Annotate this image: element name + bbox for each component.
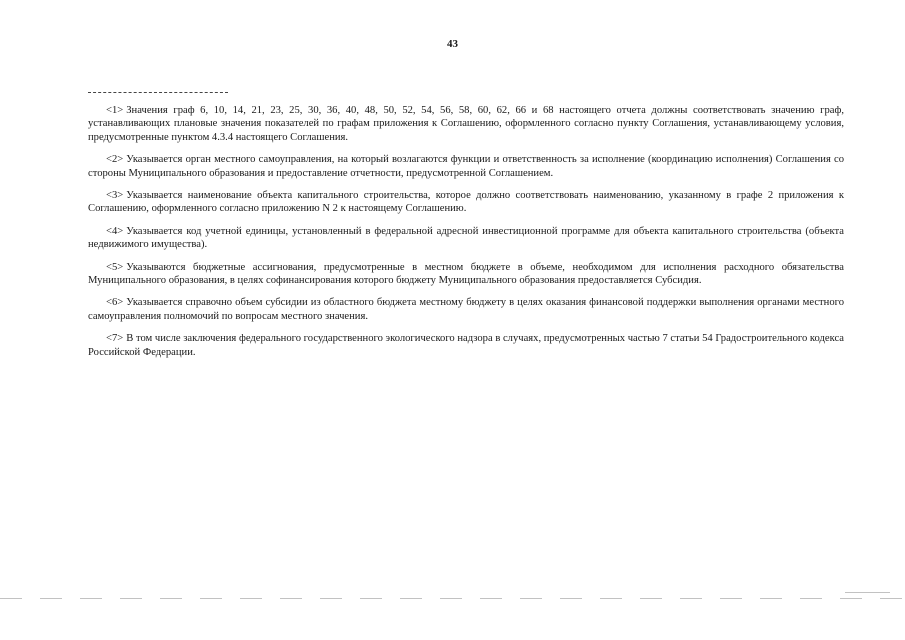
footnote-5 — [88, 261, 844, 288]
footnote-4 — [88, 225, 844, 252]
footnote-marker: <1> — [106, 105, 124, 116]
footnote-7 — [88, 332, 844, 359]
footnote-marker: <6> — [106, 297, 124, 309]
footnote-marker: <7> — [106, 333, 124, 345]
footnote-text: Указывается орган местного самоуправления, на который возлагаются функции и ответственность за исполнение (координацию исполнения) Соглашения со стороны Муниципального образования и предоставление отчетности, предусмотренной Соглашением. — [88, 154, 844, 179]
page-number: 43 — [447, 38, 458, 50]
footnote-text: Указывается наименование объекта капитального строительства, которое должно соответствовать наименованию, указанному в графе 2 приложения к Соглашению, оформленного согласно приложению N 2 к настоящему Соглашению. — [88, 190, 844, 215]
footnote-3 — [88, 189, 844, 216]
footnote-marker: <2> — [106, 154, 124, 166]
footnote-marker: <4> — [106, 225, 124, 237]
footnote-marker: <3> — [106, 190, 124, 202]
footnote-text: Указываются бюджетные ассигнования, предусмотренные в местном бюджете в объеме, необходимом для исполнения расходного обязательства Муниципального образования, в целях софинансирования которого бюджету Муниципального образования предоставляется Субсидия. — [88, 261, 844, 287]
footnote-text: Значения граф 6, 10, 14, 21, 23, 25, 30, 36, 40, 48, 50, 52, 54, 56, 58, 60, 62, 66 и 68 настоящего отчета должны соответствовать значению граф, устанавливающих плановые значения показателей по графам приложения к Соглашению, оформленного согласно пункту Соглашения, устанавливающему условия, предусмотренные пунктом 4.3.4 настоящего Соглашения. — [88, 105, 844, 143]
scan-artifact-line — [0, 598, 905, 599]
footnote-text: В том числе заключения федерального государственного экологического надзора в случаях, предусмотренных частью 7 статьи 54 Градостроительного кодекса Российской Федерации. — [88, 333, 844, 358]
footnote-separator — [88, 92, 228, 93]
footnote-2 — [88, 153, 844, 180]
footnote-text: Указывается справочно объем субсидии из областного бюджета местному бюджету в целях оказания финансовой поддержки выполнения органами местного самоуправления полномочий по вопросам местного значения. — [88, 297, 844, 322]
footnotes-list — [88, 104, 844, 368]
footnote-1 — [88, 104, 844, 144]
footnote-marker: <5> — [106, 261, 124, 273]
footnote-text: Указывается код учетной единицы, установленный в федеральной адресной инвестиционной программе для объекта капитального строительства (объекта недвижимого имущества). — [88, 225, 844, 251]
scan-artifact-line — [845, 592, 890, 593]
footnote-6 — [88, 296, 844, 323]
